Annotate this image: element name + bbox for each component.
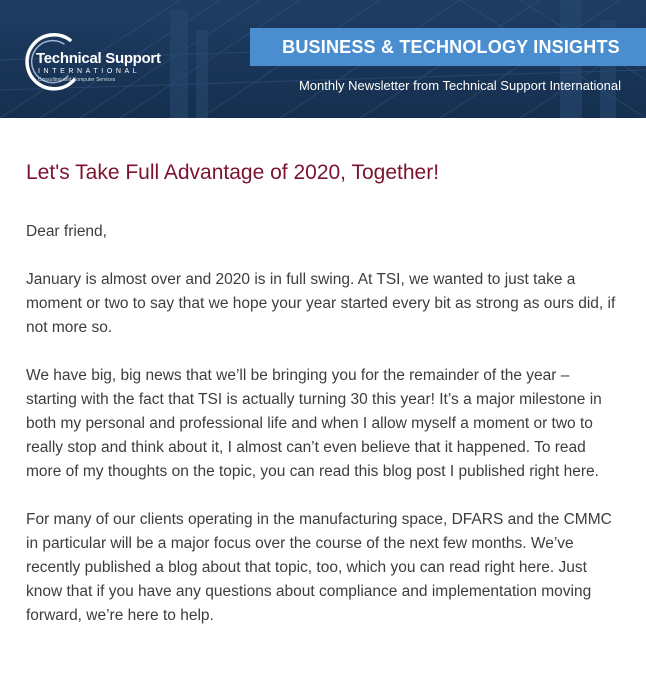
paragraph-2: We have big, big news that we’ll be bringing you for the remainder of the year – starting with the fact that TSI is actually turning 30 this year! It’s a major milestone in both my personal and professional life and when I allow myself a moment or two to really stop and think about it, I almost can’t even believe that it happened. To read more of my thoughts on the topic, you can read this blog post I published right here. xyxy=(26,367,602,480)
company-logo[interactable] xyxy=(24,30,164,92)
newsletter-title-bar: BUSINESS & TECHNOLOGY INSIGHTS xyxy=(250,28,646,66)
article-body xyxy=(0,160,646,628)
paragraph-3: For many of our clients operating in the manufacturing space, DFARS and the CMMC in particular will be a major focus over the course of the next few months. We’ve recently published a blog about that topic, too, which you can read right here. Just know that if you have any questions about compliance and implementation moving forward, we’re here to help. xyxy=(26,511,612,624)
logo-wordmark: Technical Support xyxy=(36,50,161,67)
article-headline: Let's Take Full Advantage of 2020, Together! xyxy=(26,161,440,184)
newsletter-subtitle: Monthly Newsletter from Technical Support International xyxy=(298,78,621,93)
newsletter-header xyxy=(0,0,646,118)
logo-subtitle: INTERNATIONAL xyxy=(38,68,141,75)
greeting-text: Dear friend, xyxy=(26,223,107,240)
logo-tagline: Consulting and Computer Services xyxy=(38,77,116,83)
paragraph-1: January is almost over and 2020 is in full swing. At TSI, we wanted to just take a moment or two to say that we hope your year started every bit as strong as ours did, if not more so. xyxy=(26,271,616,336)
